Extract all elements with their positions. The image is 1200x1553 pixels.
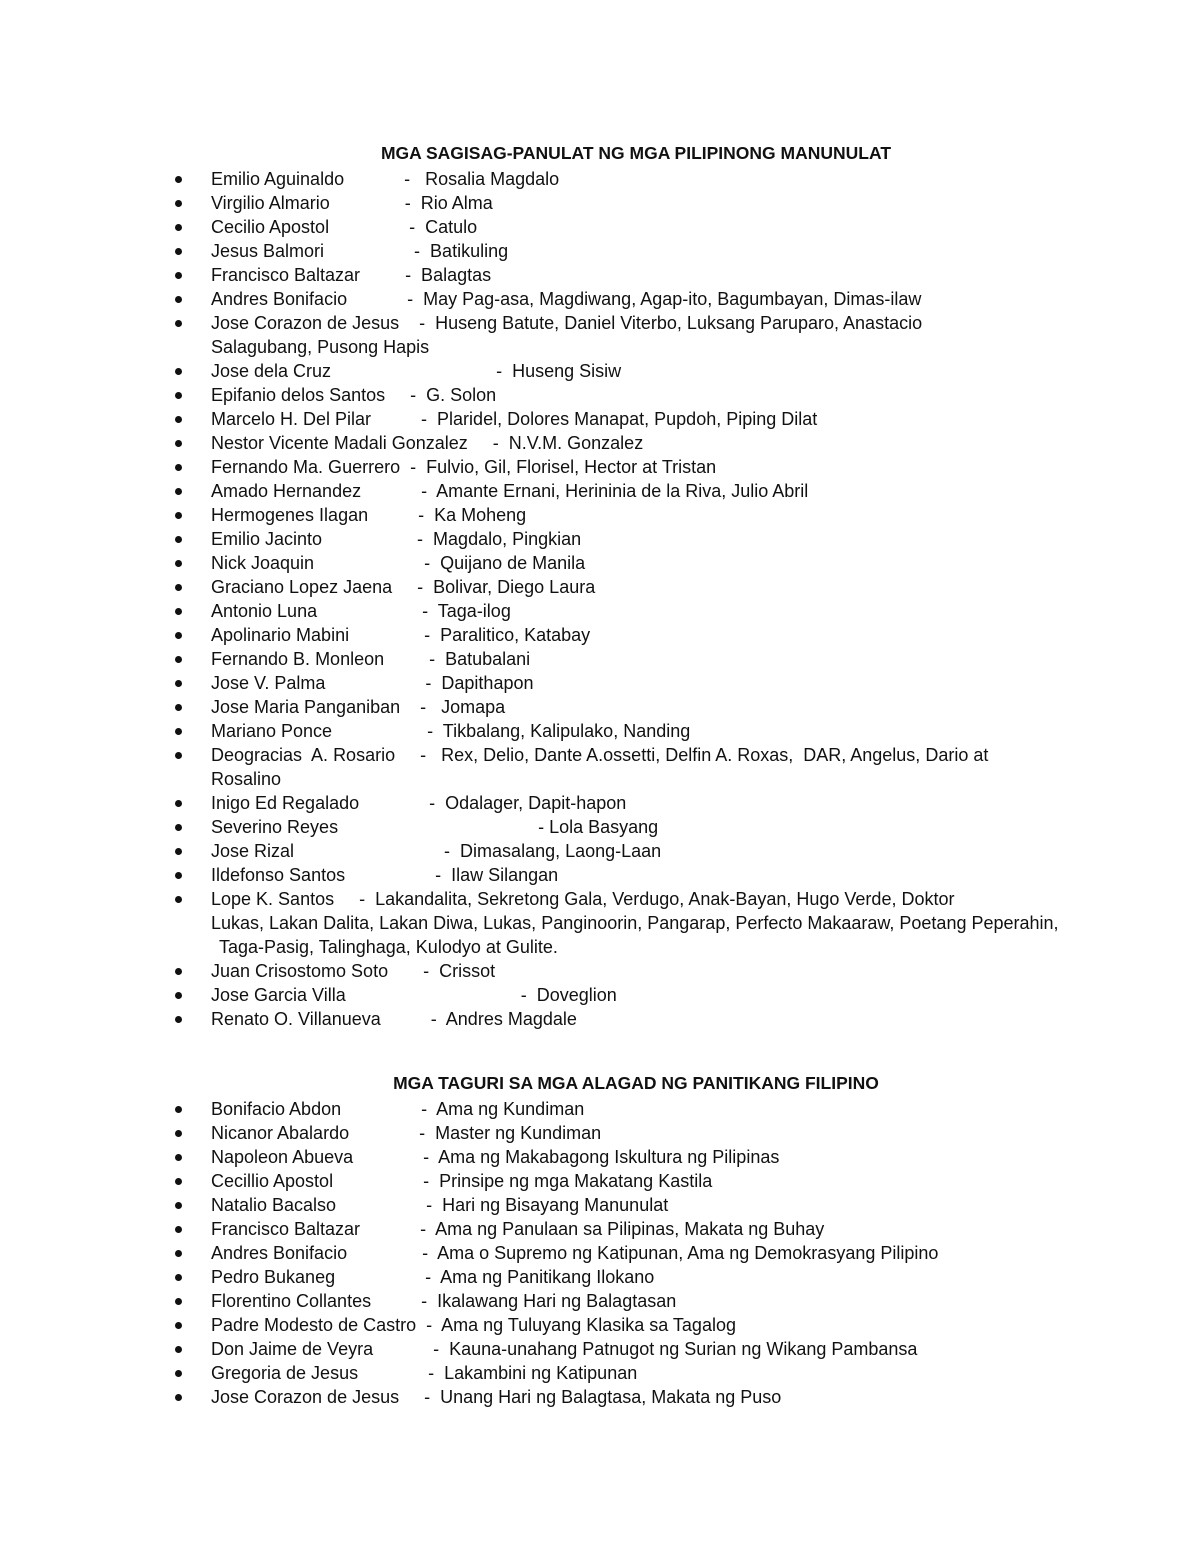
list-item <box>0 791 1200 815</box>
list-item <box>0 671 1200 695</box>
list-item-text: Jose Corazon de Jesus - Unang Hari ng Balagtasa, Makata ng Puso <box>211 1387 782 1407</box>
list-item <box>0 263 1200 287</box>
list-item-text: Cecilio Apostol - Catulo <box>211 217 478 237</box>
list-item-text: Juan Crisostomo Soto - Crissot <box>211 961 496 981</box>
list-item <box>0 623 1200 647</box>
list-item-text: Florentino Collantes - Ikalawang Hari ng Balagtasan <box>211 1291 677 1311</box>
list-item <box>0 527 1200 551</box>
list-item-text: Inigo Ed Regalado - Odalager, Dapit-hapon <box>211 793 627 813</box>
list-item <box>0 839 1200 863</box>
list-item <box>0 575 1200 599</box>
list-item-text: Jose dela Cruz - Huseng Sisiw <box>211 361 622 381</box>
list-item-text: Nicanor Abalardo - Master ng Kundiman <box>211 1123 602 1143</box>
list-item <box>0 743 1200 791</box>
list-item-text: Jose Maria Panganiban - Jomapa <box>211 697 506 717</box>
list-item <box>0 647 1200 671</box>
pen-names-list <box>0 167 1200 1031</box>
list-item <box>0 695 1200 719</box>
list-item <box>0 407 1200 431</box>
list-item-text: Pedro Bukaneg - Ama ng Panitikang Ilokano <box>211 1267 655 1287</box>
list-item-text: Francisco Baltazar - Balagtas <box>211 265 492 285</box>
list-item-text: Marcelo H. Del Pilar - Plaridel, Dolores Manapat, Pupdoh, Piping Dilat <box>211 409 818 429</box>
list-item-text: Emilio Aguinaldo - Rosalia Magdalo <box>211 169 560 189</box>
list-item-text: Severino Reyes - Lola Basyang <box>211 817 659 837</box>
list-item-text: Virgilio Almario - Rio Alma <box>211 193 493 213</box>
list-item <box>0 959 1200 983</box>
list-item <box>0 1007 1200 1031</box>
list-item-text: Epifanio delos Santos - G. Solon <box>211 385 497 405</box>
list-item <box>0 983 1200 1007</box>
list-item <box>0 1265 1200 1289</box>
list-item-text: Deogracias A. Rosario - Rex, Delio, Dante A.ossetti, Delfin A. Roxas, DAR, Angelus, Dario at <box>211 745 989 765</box>
list-item-text: Padre Modesto de Castro - Ama ng Tuluyang Klasika sa Tagalog <box>211 1315 736 1335</box>
list-item <box>0 815 1200 839</box>
section-title-sagisag-panulat: MGA SAGISAG-PANULAT NG MGA PILIPINONG MANUNULAT <box>380 143 892 163</box>
list-item <box>0 503 1200 527</box>
list-item <box>0 1313 1200 1337</box>
list-item <box>0 359 1200 383</box>
list-item-text: Emilio Jacinto - Magdalo, Pingkian <box>211 529 582 549</box>
list-item <box>0 1217 1200 1241</box>
list-item <box>0 551 1200 575</box>
list-item <box>0 1169 1200 1193</box>
list-item <box>0 1121 1200 1145</box>
list-item-continuation: Lukas, Lakan Dalita, Lakan Diwa, Lukas, Panginoorin, Pangarap, Perfecto Makaaraw, Poetang Peperahin, <box>211 913 1059 933</box>
list-item-text: Andres Bonifacio - May Pag-asa, Magdiwang, Agap-ito, Bagumbayan, Dimas-ilaw <box>211 289 922 309</box>
list-item-text: Renato O. Villanueva - Andres Magdale <box>211 1009 577 1029</box>
list-item-text: Mariano Ponce - Tikbalang, Kalipulako, Nanding <box>211 721 691 741</box>
list-item-text: Nestor Vicente Madali Gonzalez - N.V.M. Gonzalez <box>211 433 644 453</box>
list-item <box>0 719 1200 743</box>
list-item-text: Natalio Bacalso - Hari ng Bisayang Manunulat <box>211 1195 669 1215</box>
list-item-text: Gregoria de Jesus - Lakambini ng Katipunan <box>211 1363 638 1383</box>
list-item <box>0 287 1200 311</box>
list-item <box>0 1193 1200 1217</box>
list-item <box>0 863 1200 887</box>
list-item <box>0 887 1200 959</box>
list-item <box>0 431 1200 455</box>
list-item-text: Graciano Lopez Jaena - Bolivar, Diego Laura <box>211 577 596 597</box>
list-item-text: Don Jaime de Veyra - Kauna-unahang Patnugot ng Surian ng Wikang Pambansa <box>211 1339 918 1359</box>
list-item <box>0 191 1200 215</box>
titles-list <box>0 1097 1200 1409</box>
list-item-text: Andres Bonifacio - Ama o Supremo ng Katipunan, Ama ng Demokrasyang Pilipino <box>211 1243 939 1263</box>
list-item-text: Jose V. Palma - Dapithapon <box>211 673 534 693</box>
list-item-text: Fernando Ma. Guerrero - Fulvio, Gil, Florisel, Hector at Tristan <box>211 457 717 477</box>
list-item-continuation: Rosalino <box>211 769 282 789</box>
list-item-continuation: Taga-Pasig, Talinghaga, Kulodyo at Gulite. <box>219 937 558 957</box>
list-item-text: Jose Corazon de Jesus - Huseng Batute, Daniel Viterbo, Luksang Paruparo, Anastacio <box>211 313 923 333</box>
list-item <box>0 167 1200 191</box>
section-title-taguri: MGA TAGURI SA MGA ALAGAD NG PANITIKANG FILIPINO <box>393 1073 879 1093</box>
list-item <box>0 599 1200 623</box>
list-item-text: Amado Hernandez - Amante Ernani, Herininia de la Riva, Julio Abril <box>211 481 809 501</box>
list-item-text: Antonio Luna - Taga-ilog <box>211 601 511 621</box>
list-item <box>0 1361 1200 1385</box>
list-item <box>0 239 1200 263</box>
list-item <box>0 1385 1200 1409</box>
list-item <box>0 1337 1200 1361</box>
list-item <box>0 1145 1200 1169</box>
list-item <box>0 455 1200 479</box>
list-item-text: Nick Joaquin - Quijano de Manila <box>211 553 586 573</box>
list-item <box>0 215 1200 239</box>
list-item-text: Jose Garcia Villa - Doveglion <box>211 985 617 1005</box>
list-item-text: Ildefonso Santos - Ilaw Silangan <box>211 865 559 885</box>
list-item-text: Fernando B. Monleon - Batubalani <box>211 649 531 669</box>
list-item-continuation: Salagubang, Pusong Hapis <box>211 337 430 357</box>
list-item-text: Bonifacio Abdon - Ama ng Kundiman <box>211 1099 585 1119</box>
list-item <box>0 1289 1200 1313</box>
list-item-text: Jesus Balmori - Batikuling <box>211 241 509 261</box>
list-item-text: Cecillio Apostol - Prinsipe ng mga Makatang Kastila <box>211 1171 713 1191</box>
list-item <box>0 479 1200 503</box>
list-item-text: Jose Rizal - Dimasalang, Laong-Laan <box>211 841 662 861</box>
list-item-text: Lope K. Santos - Lakandalita, Sekretong Gala, Verdugo, Anak-Bayan, Hugo Verde, Doktor <box>211 889 955 909</box>
list-item <box>0 311 1200 359</box>
list-item-text: Napoleon Abueva - Ama ng Makabagong Iskultura ng Pilipinas <box>211 1147 780 1167</box>
list-item <box>0 1097 1200 1121</box>
list-item-text: Francisco Baltazar - Ama ng Panulaan sa Pilipinas, Makata ng Buhay <box>211 1219 825 1239</box>
list-item <box>0 383 1200 407</box>
list-item <box>0 1241 1200 1265</box>
list-item-text: Apolinario Mabini - Paralitico, Katabay <box>211 625 591 645</box>
list-item-text: Hermogenes Ilagan - Ka Moheng <box>211 505 527 525</box>
